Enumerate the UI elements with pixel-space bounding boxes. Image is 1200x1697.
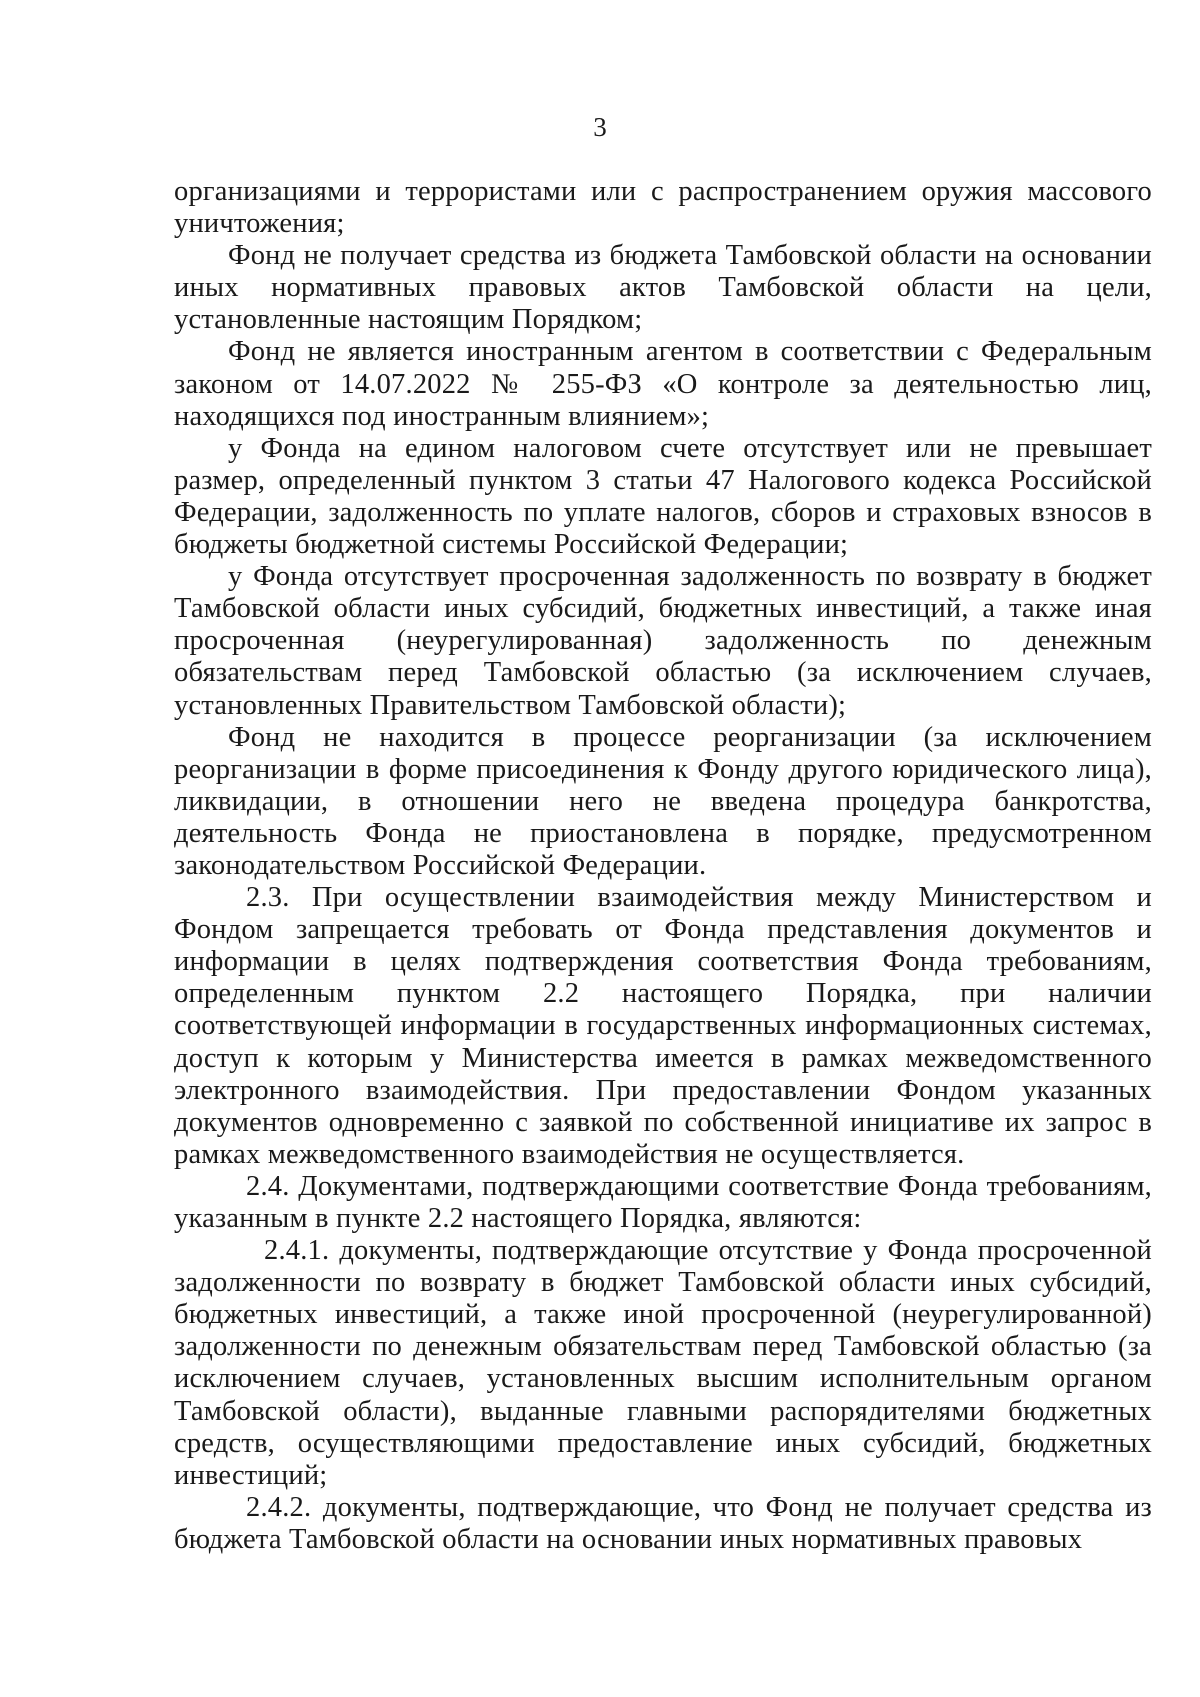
page-number: 3 <box>593 112 607 142</box>
paragraph-2-4: 2.4. Документами, подтверждающими соответствие Фонда требованиям, указанным в пункте 2.2 настоящего Порядка, являются: <box>174 1170 1152 1234</box>
paragraph-overdue-debt: у Фонда отсутствует просроченная задолженность по возврату в бюджет Тамбовской области иных субсидий, бюджетных инвестиций, а также иная просроченная (неурегулированная) задолженность по денежным обязательствам перед Тамбовской областью (за исключением случаев, установленных Правительством Тамбовской области); <box>174 561 1152 721</box>
paragraph-2-3: 2.3. При осуществлении взаимодействия между Министерством и Фондом запрещается требовать от Фонда представления документов и информации в целях подтверждения соответствия Фонда требованиям, определенным пунктом 2.2 настоящего Порядка, при наличии соответствующей информации в государственных информационных системах, доступ к которым у Министерства имеется в рамках межведомственного электронного взаимодействия. При предоставлении Фондом указанных документов одновременно с заявкой по собственной инициативе их запрос в рамках межведомственного взаимодействия не осуществляется. <box>174 882 1152 1170</box>
paragraph-tax-debt: у Фонда на едином налоговом счете отсутствует или не превышает размер, определенный пунктом 3 статьи 47 Налогового кодекса Российской Федерации, задолженность по уплате налогов, сборов и страховых взносов в бюджеты бюджетной системы Российской Федерации; <box>174 432 1152 561</box>
paragraph-no-budget-funds: Фонд не получает средства из бюджета Тамбовской области на основании иных нормативных правовых актов Тамбовской области на цели, установленные настоящим Порядком; <box>174 240 1152 336</box>
document-body <box>174 176 1152 1556</box>
paragraph-reorganization: Фонд не находится в процессе реорганизации (за исключением реорганизации в форме присоединения к Фонду другого юридического лица), ликвидации, в отношении него не введена процедура банкротства, деятельность Фонда не приостановлена в порядке, предусмотренном законодательством Российской Федерации. <box>174 721 1152 881</box>
paragraph-2-4-2: 2.4.2. документы, подтверждающие, что Фонд не получает средства из бюджета Тамбовской области на основании иных нормативных правовых <box>174 1491 1152 1555</box>
paragraph-not-foreign-agent: Фонд не является иностранным агентом в соответствии с Федеральным законом от 14.07.2022 № 255-ФЗ «О контроле за деятельностью лиц, находящихся под иностранным влиянием»; <box>174 336 1152 432</box>
paragraph-continuation: организациями и террористами или с распространением оружия массового уничтожения; <box>174 176 1152 240</box>
paragraph-2-4-1: 2.4.1. документы, подтверждающие отсутствие у Фонда просроченной задолженности по возврату в бюджет Тамбовской области иных субсидий, бюджетных инвестиций, а также иной просроченной (неурегулированной) задолженности по денежным обязательствам перед Тамбовской областью (за исключением случаев, установленных высшим исполнительным органом Тамбовской области), выданные главными распорядителями бюджетных средств, осуществляющими предоставление иных субсидий, бюджетных инвестиций; <box>174 1235 1152 1491</box>
